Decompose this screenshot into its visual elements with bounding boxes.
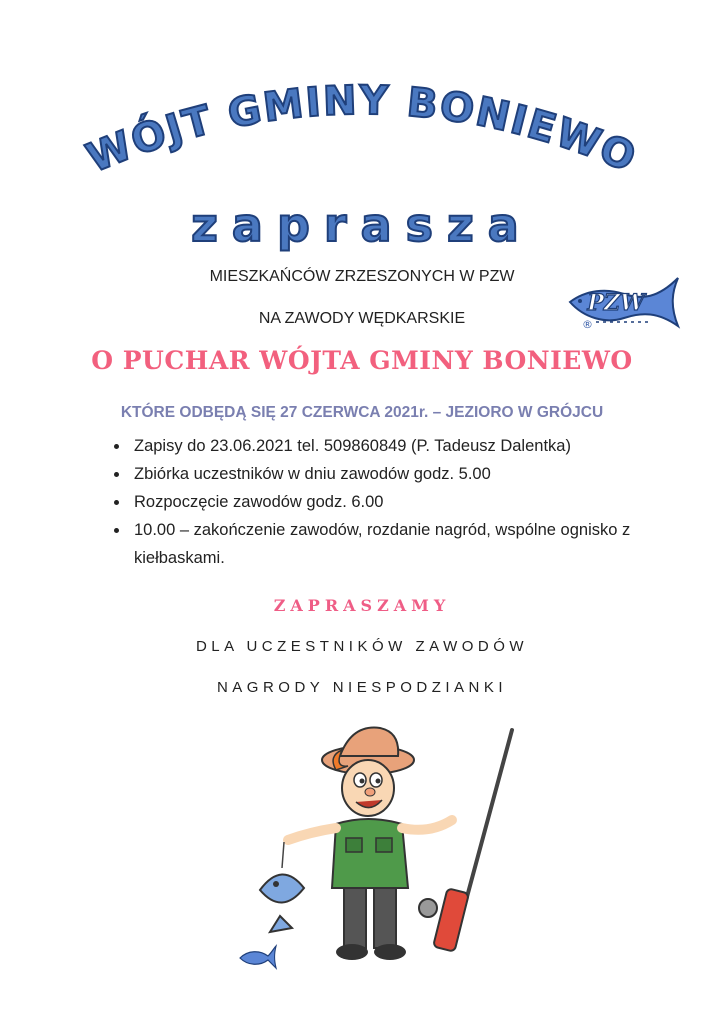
date-place: KTÓRE ODBĘDĄ SIĘ 27 CZERWCA 2021r. – JEZIORO W GRÓJCU [120, 404, 604, 421]
invite-line-1: MIESZKAŃCÓW ZRZESZONYCH W PZW [209, 268, 515, 285]
fisherman-mascot-icon [240, 720, 540, 980]
closing-prizes: NAGRODY NIESPODZIANKI [216, 679, 508, 696]
closing-for: DLA UCZESTNIKÓW ZAWODÓW [195, 638, 529, 655]
logo-text: PZW [587, 290, 645, 316]
registered-mark: ® [582, 318, 593, 331]
invite-line-2: NA ZAWODY WĘDKARSKIE [258, 310, 466, 327]
cup-title: O PUCHAR WÓJTA GMINY BONIEWO [91, 346, 633, 375]
subtitle: zaprasza [191, 198, 533, 252]
closing-invite: ZAPRASZAMY [273, 596, 451, 615]
svg-text:WÓJT GMINY BONIEWO [81, 78, 644, 182]
list-item: • Zbiórka uczestników w dniu zawodów godz. 5.00 [130, 460, 650, 488]
small-pzw-logo-icon [238, 944, 278, 970]
title-arc [0, 60, 724, 190]
list-item: • Zapisy do 23.06.2021 tel. 509860849 (P. Tadeusz Dalentka) [130, 432, 650, 460]
list-item: • Rozpoczęcie zawodów godz. 6.00 [130, 488, 650, 516]
details-list [108, 432, 650, 572]
page-title: WÓJT GMINY BONIEWO [80, 77, 644, 183]
list-item: • 10.00 – zakończenie zawodów, rozdanie nagród, wspólne ognisko z kiełbaskami. [130, 516, 650, 572]
